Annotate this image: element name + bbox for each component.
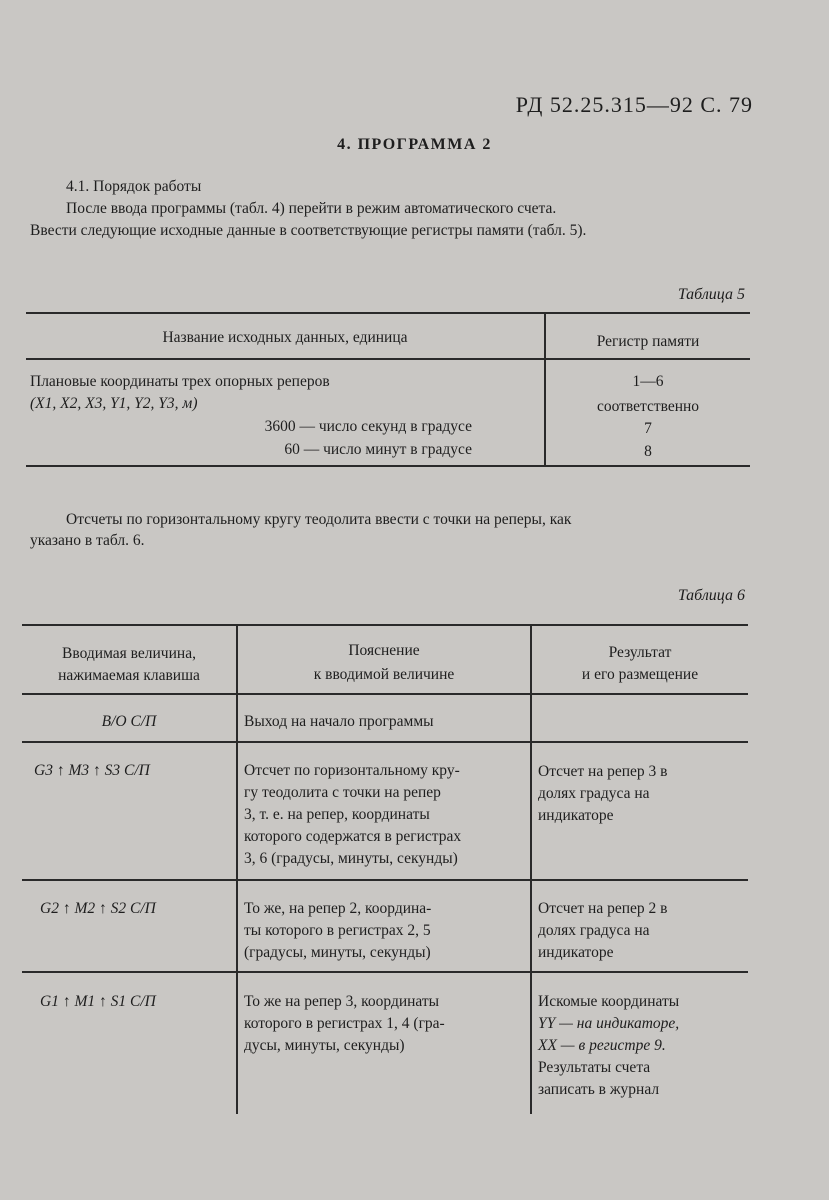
table6-row4-result-line2: YY — на индикаторе, (538, 1015, 680, 1032)
table6-header-expl-line1: Пояснение (348, 642, 420, 659)
document-reference: РД 52.25.315—92 С. 79 (515, 92, 753, 117)
table5-row1-register-line2: соответственно (596, 398, 700, 415)
table6-row4-key: G1 ↑ M1 ↑ S1 С/П (40, 993, 156, 1010)
table5-row1-name-line1: Плановые координаты трех опорных реперов (30, 373, 330, 390)
table6-row2-result-line1: Отсчет на репер 3 в (538, 763, 668, 780)
table6-header-result-line2: и его размещение (581, 666, 699, 683)
table6-caption: Таблица 6 (677, 587, 745, 604)
table6-top-rule (22, 624, 748, 626)
table6-header-key-line1: Вводимая величина, (62, 645, 196, 662)
table5-top-rule (26, 312, 750, 314)
table5-caption: Таблица 5 (677, 286, 745, 303)
table6-row2-result-line3: индикаторе (538, 807, 614, 824)
table5-bottom-rule (26, 465, 750, 467)
table5-header-register: Регистр памяти (596, 333, 700, 350)
table6-row3-expl-line1: То же, на репер 2, координа- (244, 900, 432, 917)
table5-row2-register: 7 (644, 420, 652, 437)
table5-row3-register: 8 (644, 443, 652, 460)
intro-line-1: После ввода программы (табл. 4) перейти в режим автоматического счета. (66, 200, 557, 217)
between-line-1: Отсчеты по горизонтальному кругу теодолита ввести с точки на реперы, как (66, 511, 572, 528)
table5-row1-name-line2: (X1, X2, X3, Y1, Y2, Y3, м) (30, 395, 198, 412)
table6-row4-expl-line1: То же на репер 3, координаты (244, 993, 440, 1010)
table5-row3-name: 60 — число минут в градусе (284, 441, 472, 458)
table6-row3-result-line1: Отсчет на репер 2 в (538, 900, 668, 917)
table6-row2-expl-line1: Отсчет по горизонтальному кру- (244, 762, 460, 779)
table6-row4-result-line3: XX — в регистре 9. (538, 1037, 666, 1054)
table6-row4-result-line1: Искомые координаты (538, 993, 680, 1010)
table6-row3-result-line3: индикаторе (538, 944, 614, 961)
subsection-title: 4.1. Порядок работы (66, 178, 202, 195)
table6-row3-expl-line3: (градусы, минуты, секунды) (244, 944, 431, 961)
table5-header-name: Название исходных данных, единица (162, 329, 408, 346)
table6-row1-rule (22, 741, 748, 743)
table5-row2-name: 3600 — число секунд в градусе (264, 418, 472, 435)
table6-header-expl-line2: к вводимой величине (313, 666, 455, 683)
section-title: 4. ПРОГРАММА 2 (337, 136, 492, 153)
table6-row4-expl-line2: которого в регистрах 1, 4 (гра- (244, 1015, 445, 1032)
table6-row2-expl-line3: 3, т. е. на репер, координаты (244, 806, 430, 823)
table6-header-rule (22, 693, 748, 695)
table6-header-key-line2: нажимаемая клавиша (58, 667, 200, 684)
table6-row3-rule (22, 971, 748, 973)
between-line-2: указано в табл. 6. (30, 532, 145, 549)
table6-row2-rule (22, 879, 748, 881)
table6-header-result-line1: Результат (608, 644, 672, 661)
table6-row4-result-line5: записать в журнал (538, 1081, 660, 1098)
table6-row2-result-line2: долях градуса на (538, 785, 650, 802)
table5-row1-register-line1: 1—6 (632, 373, 664, 390)
table6-row2-expl-line4: которого содержатся в регистрах (244, 828, 462, 845)
table6-divider-2 (530, 624, 532, 1114)
table6-row1-key: В/О С/П (101, 713, 157, 730)
intro-line-2: Ввести следующие исходные данные в соответствующие регистры памяти (табл. 5). (30, 222, 587, 239)
table6-row1-expl-line1: Выход на начало программы (244, 713, 434, 730)
table6-row3-key: G2 ↑ M2 ↑ S2 С/П (40, 900, 156, 917)
table6-divider-1 (236, 624, 238, 1114)
table6-row3-expl-line2: ты которого в регистрах 2, 5 (244, 922, 431, 939)
table6-row2-expl-line5: 3, 6 (градусы, минуты, секунды) (244, 850, 458, 867)
table6-row3-result-line2: долях градуса на (538, 922, 650, 939)
table6-row4-expl-line3: дусы, минуты, секунды) (244, 1037, 405, 1054)
table6-row2-key: G3 ↑ M3 ↑ S3 С/П (34, 762, 150, 779)
table5-header-rule (26, 358, 750, 360)
table6-row4-result-line4: Результаты счета (538, 1059, 651, 1076)
table6-row2-expl-line2: гу теодолита с точки на репер (244, 784, 441, 801)
